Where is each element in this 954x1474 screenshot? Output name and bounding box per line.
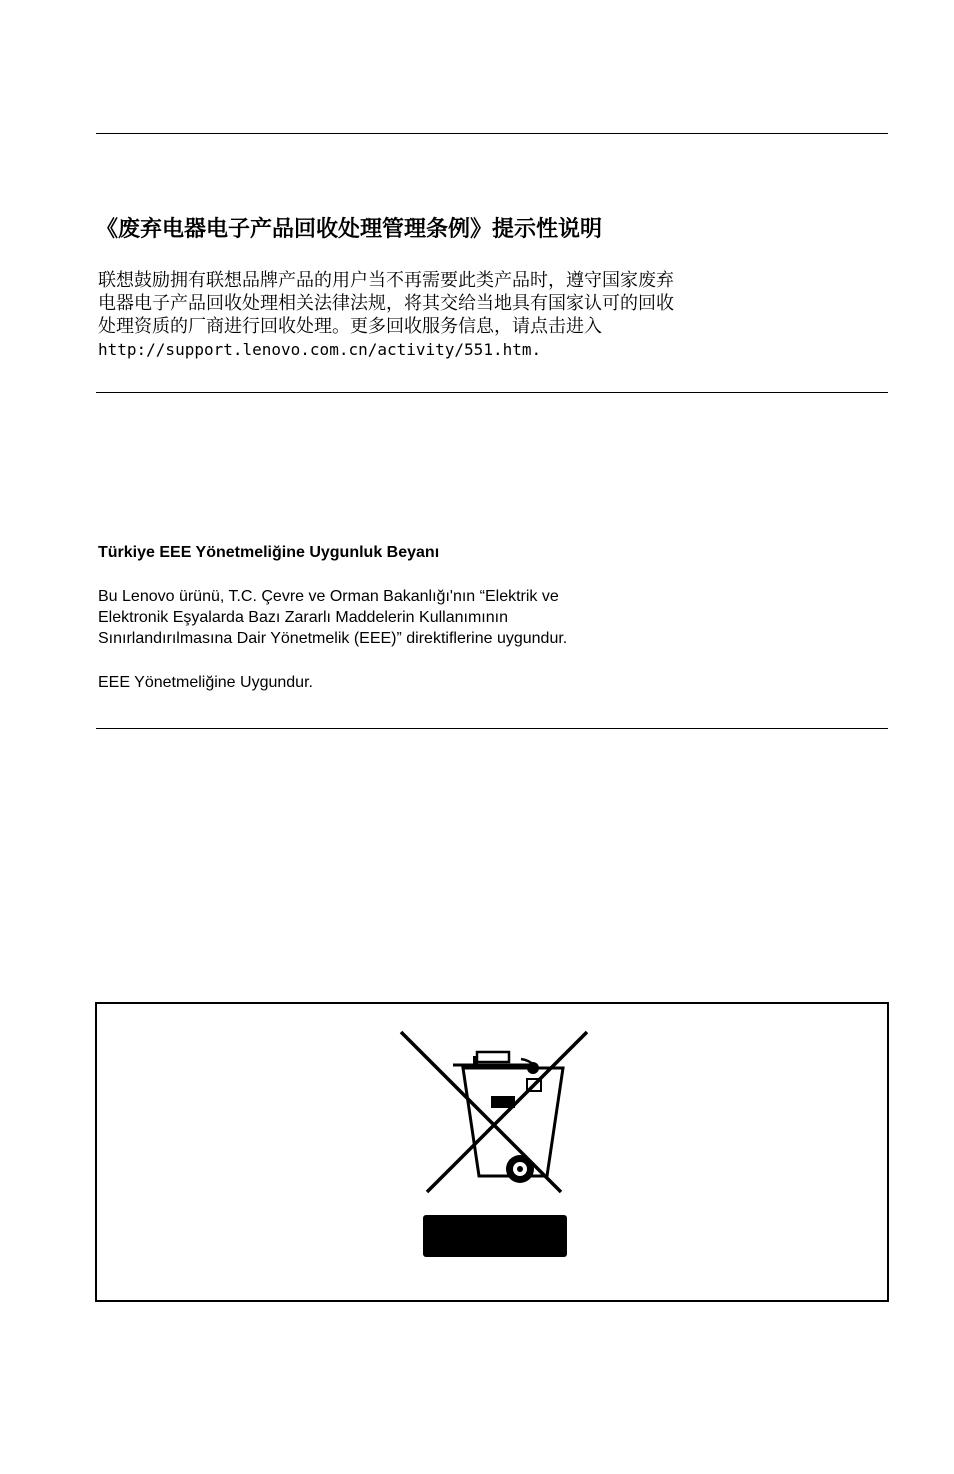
- turkish-body-line: Bu Lenovo ürünü, T.C. Çevre ve Orman Bakanlığı'nın “Elektrik ve: [98, 588, 559, 605]
- solid-black-bar: [423, 1215, 567, 1257]
- chinese-body-line: 电器电子产品回收处理相关法律法规，将其交给当地具有国家认可的回收: [98, 293, 674, 314]
- turkish-body-line: Elektronik Eşyalarda Bazı Zararlı Maddelerin Kullanımının: [98, 609, 508, 626]
- section-divider: [96, 392, 888, 393]
- recycling-url-link[interactable]: http://support.lenovo.com.cn/activity/551.htm.: [98, 340, 542, 359]
- turkish-compliance-note: EEE Yönetmeliğine Uygundur.: [98, 674, 313, 691]
- chinese-notice-title: 《废弃电器电子产品回收处理管理条例》提示性说明: [96, 217, 603, 242]
- weee-symbol-box: [95, 1002, 889, 1302]
- section-divider: [96, 728, 888, 729]
- turkish-body-line: Sınırlandırılmasına Dair Yönetmelik (EEE)” direktiflerine uygundur.: [98, 630, 568, 647]
- turkish-notice-body: [98, 586, 567, 649]
- chinese-body-line: 处理资质的厂商进行回收处理。更多回收服务信息，请点击进入: [98, 316, 602, 337]
- chinese-body-line: 联想鼓励拥有联想品牌产品的用户当不再需要此类产品时，遵守国家废弃: [98, 270, 674, 291]
- turkish-notice-title: Türkiye EEE Yönetmeliğine Uygunluk Beyanı: [98, 544, 440, 561]
- crossed-out-wheelie-bin-icon: [397, 1016, 593, 1196]
- top-divider: [96, 133, 888, 134]
- chinese-notice-body: [98, 269, 798, 361]
